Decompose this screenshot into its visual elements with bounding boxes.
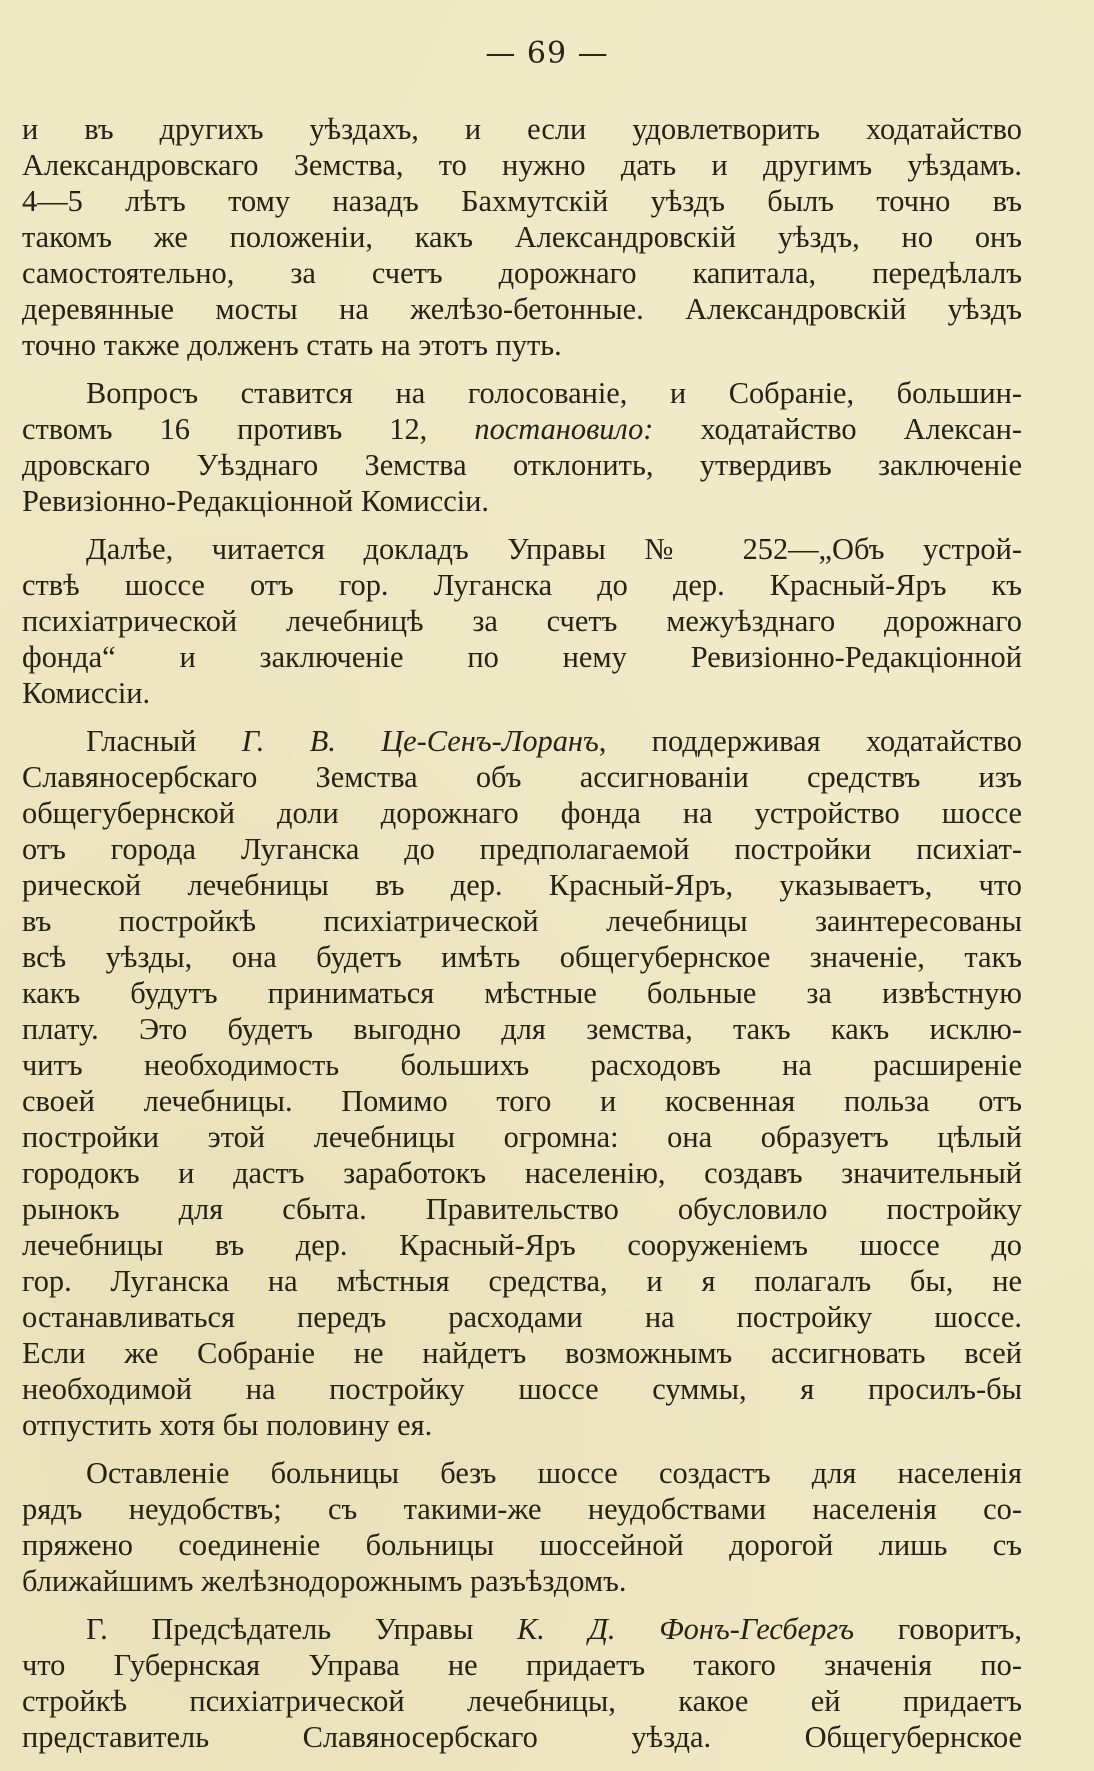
text-line: Далѣе, читается докладъ Управы № 252—„Объ устрой- <box>86 532 1022 566</box>
text-line: своей лечебницы. Помимо того и косвенная польза отъ <box>22 1084 1022 1118</box>
text-line: стройкѣ психіатрической лечебницы, какое ей придаетъ <box>22 1684 1022 1718</box>
text-line: читъ необходимость большихъ расходовъ на расширеніе <box>22 1048 1022 1082</box>
page-number: — 69 — <box>485 36 609 71</box>
speaker-name: К. Д. Фонъ-Гесбергъ <box>517 1612 854 1646</box>
text-line: представитель Славяносербскаго уѣзда. Общегубернское <box>22 1720 1022 1754</box>
text-line: Ревизіонно-Редакціонной Комиссіи. <box>22 484 490 518</box>
italic-decision: постановило: <box>474 412 654 446</box>
speaker-name: Г. В. Це-Сенъ-Лоранъ <box>241 724 599 758</box>
text-line: Комиссіи. <box>22 676 151 710</box>
text-line: какъ будутъ приниматься мѣстные больные за извѣстную <box>22 976 1022 1010</box>
text-line: пряжено соединеніе больницы шоссейной дорогой лишь съ <box>22 1528 1022 1562</box>
text-line: постройки этой лечебницы огромна: она образуетъ цѣлый <box>22 1120 1022 1154</box>
text-line: лечебницы въ дер. Красный-Яръ сооруженіемъ шоссе до <box>22 1228 1022 1262</box>
text-line: въ постройкѣ психіатрической лечебницы заинтересованы <box>22 904 1022 938</box>
text-line: ствомъ 16 противъ 12, постановило: ходатайство Алексан- <box>22 412 1022 446</box>
paragraph-6 <box>22 1611 1022 1755</box>
text-line: Если же Собраніе не найдетъ возможнымъ ассигновать всей <box>22 1336 1022 1370</box>
text-line: ближайшимъ желѣзнодорожнымъ разъѣздомъ. <box>22 1564 627 1598</box>
text-line: Вопросъ ставится на голосованіе, и Собраніе, большин- <box>86 376 1022 410</box>
text-line: 4—5 лѣтъ тому назадъ Бахмутскій уѣздъ былъ точно въ <box>22 184 1022 218</box>
text-line: рынокъ для сбыта. Правительство обусловило постройку <box>22 1192 1022 1226</box>
text-line: Оставленіе больницы безъ шоссе создастъ для населенія <box>86 1456 1022 1490</box>
text-line: что Губернская Управа не придаетъ такого значенія по- <box>22 1648 1022 1682</box>
text-line: городокъ и дастъ заработокъ населенію, создавъ значительный <box>22 1156 1022 1190</box>
paragraph-1 <box>22 111 1022 363</box>
text-line: рической лечебницы въ дер. Красный-Яръ, указываетъ, что <box>22 868 1022 902</box>
text-line: дровскаго Уѣзднаго Земства отклонить, утвердивъ заключеніе <box>22 448 1022 482</box>
text-line: гор. Луганска на мѣстныя средства, и я полагалъ бы, не <box>22 1264 1022 1298</box>
paragraph-5 <box>22 1455 1022 1599</box>
text-line: Г. Предсѣдатель Управы К. Д. Фонъ-Гесбергъ говоритъ, <box>86 1612 1022 1646</box>
text-line: необходимой на постройку шоссе суммы, я просилъ-бы <box>22 1372 1022 1406</box>
text-line: плату. Это будетъ выгодно для земства, такъ какъ исклю- <box>22 1012 1022 1046</box>
text-line: отпустить хотя бы половину ея. <box>22 1408 433 1442</box>
text-line: рядъ неудобствъ; съ такими-же неудобствами населенія со- <box>22 1492 1022 1526</box>
document-body <box>22 111 1022 1767</box>
text-line: ствѣ шоссе отъ гор. Луганска до дер. Красный-Яръ къ <box>22 568 1022 602</box>
paragraph-2 <box>22 375 1022 519</box>
paragraph-4 <box>22 723 1022 1443</box>
text-line: самостоятельно, за счетъ дорожнаго капитала, передѣлалъ <box>22 256 1022 290</box>
text-line: Александровскаго Земства, то нужно дать и другимъ уѣздамъ. <box>22 148 1022 182</box>
text-line: Гласный Г. В. Це-Сенъ-Лоранъ, поддерживая ходатайство <box>86 724 1022 758</box>
text-line: психіатрической лечебницѣ за счетъ межуѣзднаго дорожнаго <box>22 604 1022 638</box>
text-line: Славяносербскаго Земства объ ассигнованіи средствъ изъ <box>22 760 1022 794</box>
text-line: отъ города Луганска до предполагаемой постройки психіат- <box>22 832 1022 866</box>
text-line: фонда“ и заключеніе по нему Ревизіонно-Редакціонной <box>22 640 1022 674</box>
text-line: и въ другихъ уѣздахъ, и если удовлетворить ходатайство <box>22 112 1022 146</box>
text-line: точно также долженъ стать на этотъ путь. <box>22 328 562 362</box>
text-line: общегубернской доли дорожнаго фонда на устройство шоссе <box>22 796 1022 830</box>
text-line: деревянные мосты на желѣзо-бетонные. Александровскій уѣздъ <box>22 292 1022 326</box>
text-line: такомъ же положеніи, какъ Александровскій уѣздъ, но онъ <box>22 220 1022 254</box>
text-line: всѣ уѣзды, она будетъ имѣть общегубернское значеніе, такъ <box>22 940 1022 974</box>
paragraph-3 <box>22 531 1022 711</box>
text-line: останавливаться передъ расходами на постройку шоссе. <box>22 1300 1022 1334</box>
